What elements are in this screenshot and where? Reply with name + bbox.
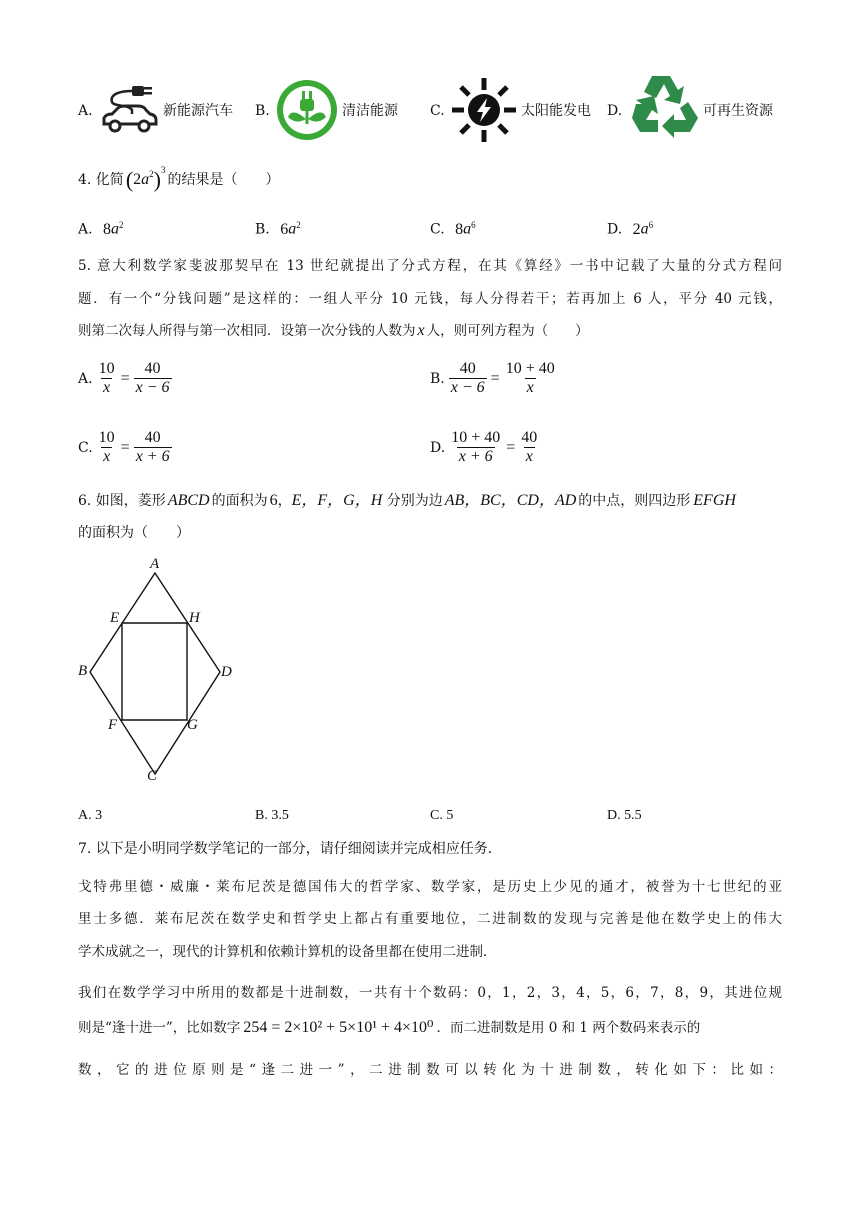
rectangle-efgh [122,623,187,720]
q4-option-d-var: a [640,220,649,238]
q4-option-a [78,215,124,240]
q5-option-c [78,429,172,466]
q4-option-a-var: a [111,220,120,238]
q5-line-2: 题．有一个“分钱问题”是这样的：一组人平分 10 元钱，每人分得若干；若再加上 6 人，平分 40 元钱， [78,291,782,307]
q4-stem-suffix: 的结果是（ ） [167,172,280,188]
q4-option-d-coef: 2 [632,220,641,238]
q5-option-c-right-frac [134,429,172,466]
q5-option-c-left-num: 10 [98,429,115,446]
q5-option-b [430,360,557,397]
q6-option-a [78,806,102,826]
fig-label-f: F [108,717,118,733]
q5-option-b-left-frac [449,360,487,397]
q6-sides: AB，BC，CD，AD [444,492,577,509]
q3-option-b-label: 清洁能源 [342,103,398,119]
q4-paren-open: ( [125,167,134,192]
q7-p1-line-2: 里士多德．莱布尼茨在数学史和哲学史上都占有重要地位，二进制数的发现与完善是他在数学史上的伟大 [78,911,782,927]
q5-line-3-prefix: 则第二次每人所得与第一次相同．设第一次分钱的人数为 [78,323,416,339]
q5-option-a-right-frac [134,360,172,397]
q4-expr-inner-exp: 2 [149,169,154,179]
q6-option-d-value: 5.5 [624,808,642,823]
q7-p1-line-1: 戈特弗里德・威廉・莱布尼茨是德国伟大的哲学家、数学家，是历史上少见的通才，被誉为十七世纪的亚 [78,879,782,895]
q4-option-c-var: a [463,220,472,238]
q4-option-c-coef: 8 [455,220,464,238]
q7-p2-line-2 [78,1018,700,1038]
fig-label-b: B [78,663,88,679]
q6-line-1-b: 的面积为 [211,493,268,509]
q6-option-c-letter: C. [430,808,443,823]
q6-line-1-a: 6. 如图，菱形 [78,493,166,509]
q5-option-c-right-den: x + 6 [135,448,170,465]
q6-line-1-c: ， [277,493,292,509]
q4-expr-var: a [141,171,150,188]
q4-expr-outer-exp: 3 [160,165,166,175]
q5-option-a-left-frac [97,360,117,397]
q5-option-d-left-frac [449,429,502,466]
q4-option-b [255,215,301,240]
q5-option-b-right-num: 10 + 40 [505,360,555,377]
q5-option-c-equals: = [120,438,130,456]
fig-label-h: H [189,610,200,626]
q6-option-b [255,806,289,826]
recycle-arrows-icon [630,72,702,138]
q4-option-d-letter: D. [607,221,623,238]
q4-option-d-exp: 6 [648,220,654,230]
q5-line-3-suffix: 人，则可列方程为（ ） [426,323,589,339]
fig-label-e: E [110,610,120,626]
q5-option-c-left-frac [97,429,117,466]
q5-option-d-right-num: 40 [521,429,538,446]
q5-option-b-left-den: x − 6 [450,379,485,396]
q6-line-1-e: 的中点，则四边形 [578,493,691,509]
fig-label-c: C [147,768,158,784]
ev-car-plug-icon [98,80,160,138]
rhombus-abcd [90,573,220,774]
q6-option-d [607,806,642,826]
q5-option-d-left-num: 10 + 40 [451,429,501,446]
q6-option-a-value: 3 [95,808,103,823]
q5-option-a-right-den: x − 6 [135,379,170,396]
q5-option-c-letter: C. [78,439,93,456]
q6-line-1 [78,490,736,512]
q5-option-d [430,429,539,466]
q3-option-a-letter: A. [78,103,93,119]
q4-paren-close: ) [153,167,161,192]
q4-option-b-exp: 2 [296,220,301,230]
q7-p2-line-1: 我们在数学学习中所用的数都是十进制数，一共有十个数码：0，1，2，3，4，5，6，7，8，9，其进位规 [78,985,782,1001]
q4-option-a-exp: 2 [119,220,124,230]
q5-option-d-equals: = [506,438,516,456]
q5-option-a-letter: A. [78,370,93,387]
q4-option-d [607,215,653,240]
q7-binary-formula: 254 = 2×10² + 5×10¹ + 4×10⁰ [243,1019,434,1036]
q6-option-c-value: 5 [446,808,454,823]
q5-option-c-left-den: x [103,448,111,465]
q6-line-1-d: 分别为边 [386,493,443,509]
q5-line-3 [78,321,589,341]
q5-option-b-right-frac [504,360,557,397]
q4-option-c-letter: C. [430,221,445,238]
q4-option-b-letter: B. [255,221,270,238]
q6-option-b-letter: B. [255,808,268,823]
q4-option-b-var: a [288,220,297,238]
q6-option-d-letter: D. [607,808,621,823]
q5-option-a [78,360,172,397]
q5-option-d-right-den: x [525,448,533,465]
q3-option-d-label: 可再生资源 [703,103,773,119]
q6-option-b-value: 3.5 [271,808,289,823]
fig-label-d: D [221,664,232,680]
q7-p1-line-3: 学术成就之一，现代的计算机和依赖计算机的设备里都在使用二进制． [78,944,497,960]
q5-option-b-letter: B. [430,370,445,387]
q4-option-a-coef: 8 [103,220,112,238]
green-plant-plug-icon [276,79,338,141]
q3-option-d-letter: D. [607,103,623,119]
q5-line-3-var: x [417,322,425,339]
q7-intro: 7. 以下是小明同学数学笔记的一部分，请仔细阅读并完成相应任务． [78,841,502,857]
q5-option-c-right-num: 40 [144,429,161,446]
sun-lightning-icon [450,76,518,144]
fig-label-a: A [150,556,160,572]
q4-option-b-coef: 6 [280,220,289,238]
q6-area-value: 6 [269,492,278,509]
q4-option-c-exp: 6 [471,220,476,230]
q6-option-a-letter: A. [78,808,92,823]
q5-option-d-letter: D. [430,439,446,456]
q5-option-d-right-frac [519,429,539,466]
q5-option-b-left-num: 40 [459,360,476,377]
q6-points: E，F，G，H [291,492,383,509]
q4-stem-prefix: 4. 化简 [78,172,124,188]
q4-expr-coef: 2 [133,171,142,188]
q6-line-2: 的面积为（ ） [78,525,190,541]
q5-option-b-right-den: x [526,379,534,396]
q5-line-1: 5. 意大利数学家斐波那契早在 13 世纪就提出了分式方程，在其《算经》一书中记载了大量的分式方程问 [78,258,782,274]
q3-option-b-letter: B. [255,103,270,119]
q3-option-a-label: 新能源汽车 [163,103,233,119]
q4-option-a-letter: A. [78,221,93,238]
q7-p2-line-3: 数，它的进位原则是“逢二进一”，二进制数可以转化为十进制数，转化如下：比如： [78,1062,782,1078]
q5-option-d-left-den: x + 6 [458,448,493,465]
q4-option-c [430,215,476,240]
q4-stem [78,165,280,192]
q5-option-b-equals: = [490,369,500,387]
q5-option-a-equals: = [120,369,130,387]
q6-option-c [430,806,453,826]
q5-option-a-left-den: x [103,379,111,396]
q3-option-c-letter: C. [430,103,445,119]
q5-option-a-left-num: 10 [98,360,115,377]
q6-quad-name: EFGH [693,492,736,509]
q6-shape-name: ABCD [167,492,210,509]
q3-option-c-label: 太阳能发电 [521,103,591,119]
q7-p2-line-2-suffix: ．而二进制数是用 0 和 1 两个数码来表示的 [436,1020,701,1036]
q7-p2-line-2-prefix: 则是“逢十进一”，比如数字 [78,1020,241,1036]
q5-option-a-right-num: 40 [144,360,161,377]
fig-label-g: G [187,717,198,733]
